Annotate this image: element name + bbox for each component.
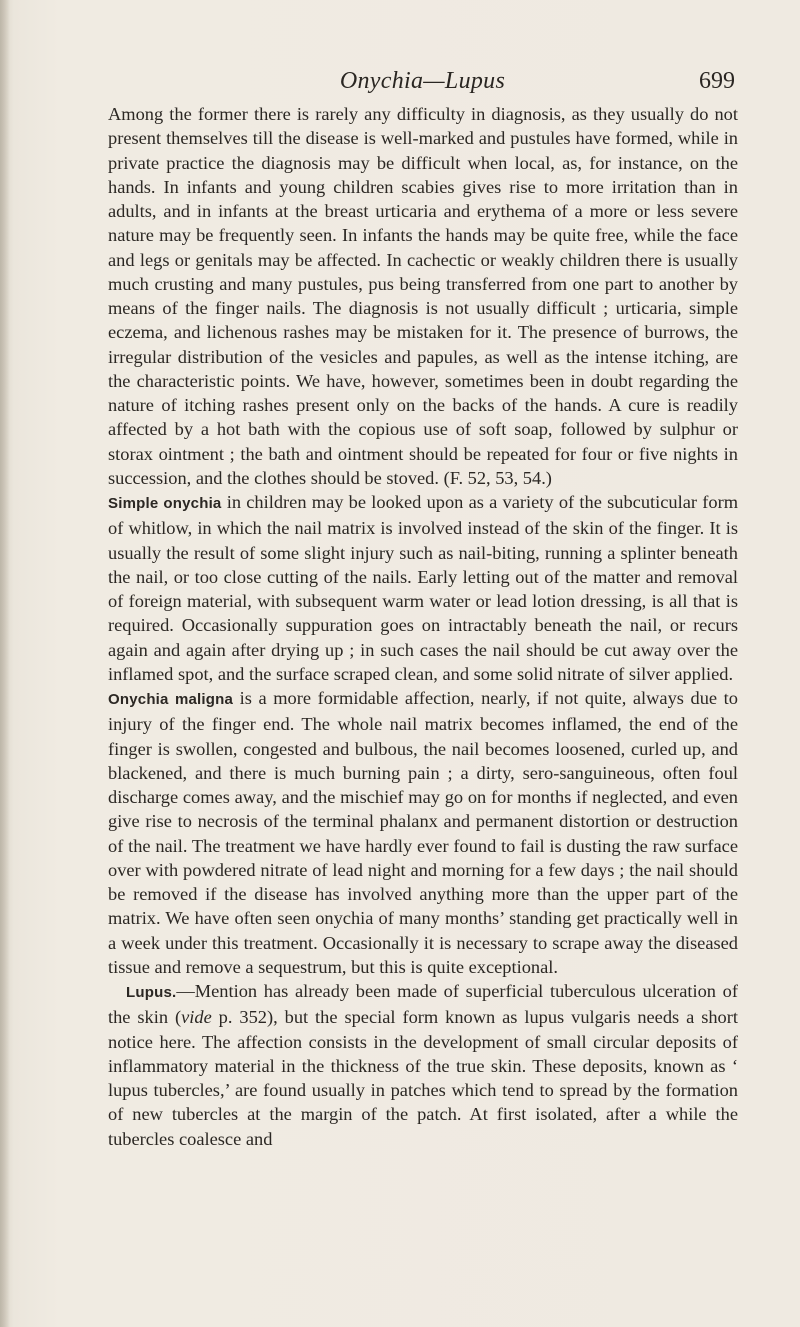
paragraph-text: Among the former there is rarely any difficulty in diagnosis, as they usually do not present themselves till the disease is well-marked and pustules have formed, while in private practice the diagnosis may be difficult when local, as, for instance, on the hands. In infants and young children scabies gives rise to more irritation than in adults, and in infants at the breast urticaria and erythema of a more or less severe nature may be frequently seen. In infants the hands may be quite free, while the face and legs or genitals may be affected. In cachectic or weakly children there is usually much crusting and many pustules, pus being transferred from one part to another by means of the finger nails. The diagnosis is not usually difficult ; urticaria, simple eczema, and lichenous rashes may be mistaken for it. The presence of burrows, the irregular distribution of the vesicles and papules, as well as the intense itching, are the characteristic points. We have, however, sometimes been in doubt regarding the nature of itching rashes present only on the backs of the hands. A cure is readily affected by a hot bath with the copious use of soft soap, followed by sulphur or storax ointment ; the bath and ointment should be repeated for four or five nights in succession, and the clothes should be stoved. (F. 52, 53, 54.) bbox=[108, 104, 738, 488]
paragraph-text: in children may be looked upon as a variety of the subcuticular form of whitlow, in which the nail matrix is involved instead of the skin of the finger. It is usually the result of some slight injury such as nail-biting, running a splinter beneath the nail, or too close cutting of the nails. Early letting out of the matter and removal of foreign material, with subsequent warm water or lead lotion dressing, is all that is required. Occasionally suppuration goes on intractably beneath the nail, or recurs again and again after drying up ; in such cases the nail should be cut away over the inflamed spot, and the surface scraped clean, and some solid nitrate of silver applied. bbox=[108, 492, 738, 684]
running-title: Onychia—Lupus bbox=[339, 68, 506, 94]
side-heading-onychia-maligna: Onychia maligna bbox=[108, 691, 234, 708]
paragraph-text: p. 352), but the special form known as lupus vulgaris needs a short notice here. The affection consists in the development of small circular deposits of inflammatory material in the thickness of the true skin. These deposits, known as ‘ lupus tubercles,’ are found usually in patches which tend to spread by the formation of new tubercles at the margin of the patch. At first isolated, after a while the tubercles coalesce and bbox=[108, 1007, 738, 1149]
page-number: 699 bbox=[699, 68, 735, 94]
page-spine-shadow bbox=[0, 0, 10, 1327]
paragraph-lupus bbox=[108, 979, 738, 1151]
body-text bbox=[108, 102, 738, 1151]
italic-text: vide bbox=[181, 1007, 212, 1028]
paragraph-onychia-maligna bbox=[108, 686, 738, 979]
paragraph-scabies bbox=[108, 102, 738, 490]
paragraph-simple-onychia bbox=[108, 490, 738, 686]
side-heading-simple-onychia: Simple onychia bbox=[108, 495, 222, 512]
running-head bbox=[110, 68, 735, 102]
side-heading-lupus: Lupus. bbox=[126, 984, 177, 1001]
paragraph-text: —Mention has already been made of superficial tuberculous ulceration of the skin ( bbox=[108, 981, 738, 1028]
paragraph-text: is a more formidable affection, nearly, if not quite, always due to injury of the finger end. The whole nail matrix becomes inflamed, the end of the finger is swollen, congested and bulbous, the nail becomes loosened, curled up, and blackened, and there is much burning pain ; a dirty, sero-sanguineous, often foul discharge comes away, and the mischief may go on for months if neglected, and even give rise to necrosis of the terminal phalanx and permanent distortion or destruction of the nail. The treatment we have hardly ever found to fail is dusting the raw surface over with powdered nitrate of lead night and morning for a few days ; the nail should be removed if the disease has involved anything more than the upper part of the matrix. We have often seen onychia of many months’ standing get practically well in a week under this treatment. Occasionally it is necessary to scrape away the diseased tissue and remove a sequestrum, but this is quite exceptional. bbox=[108, 688, 738, 977]
